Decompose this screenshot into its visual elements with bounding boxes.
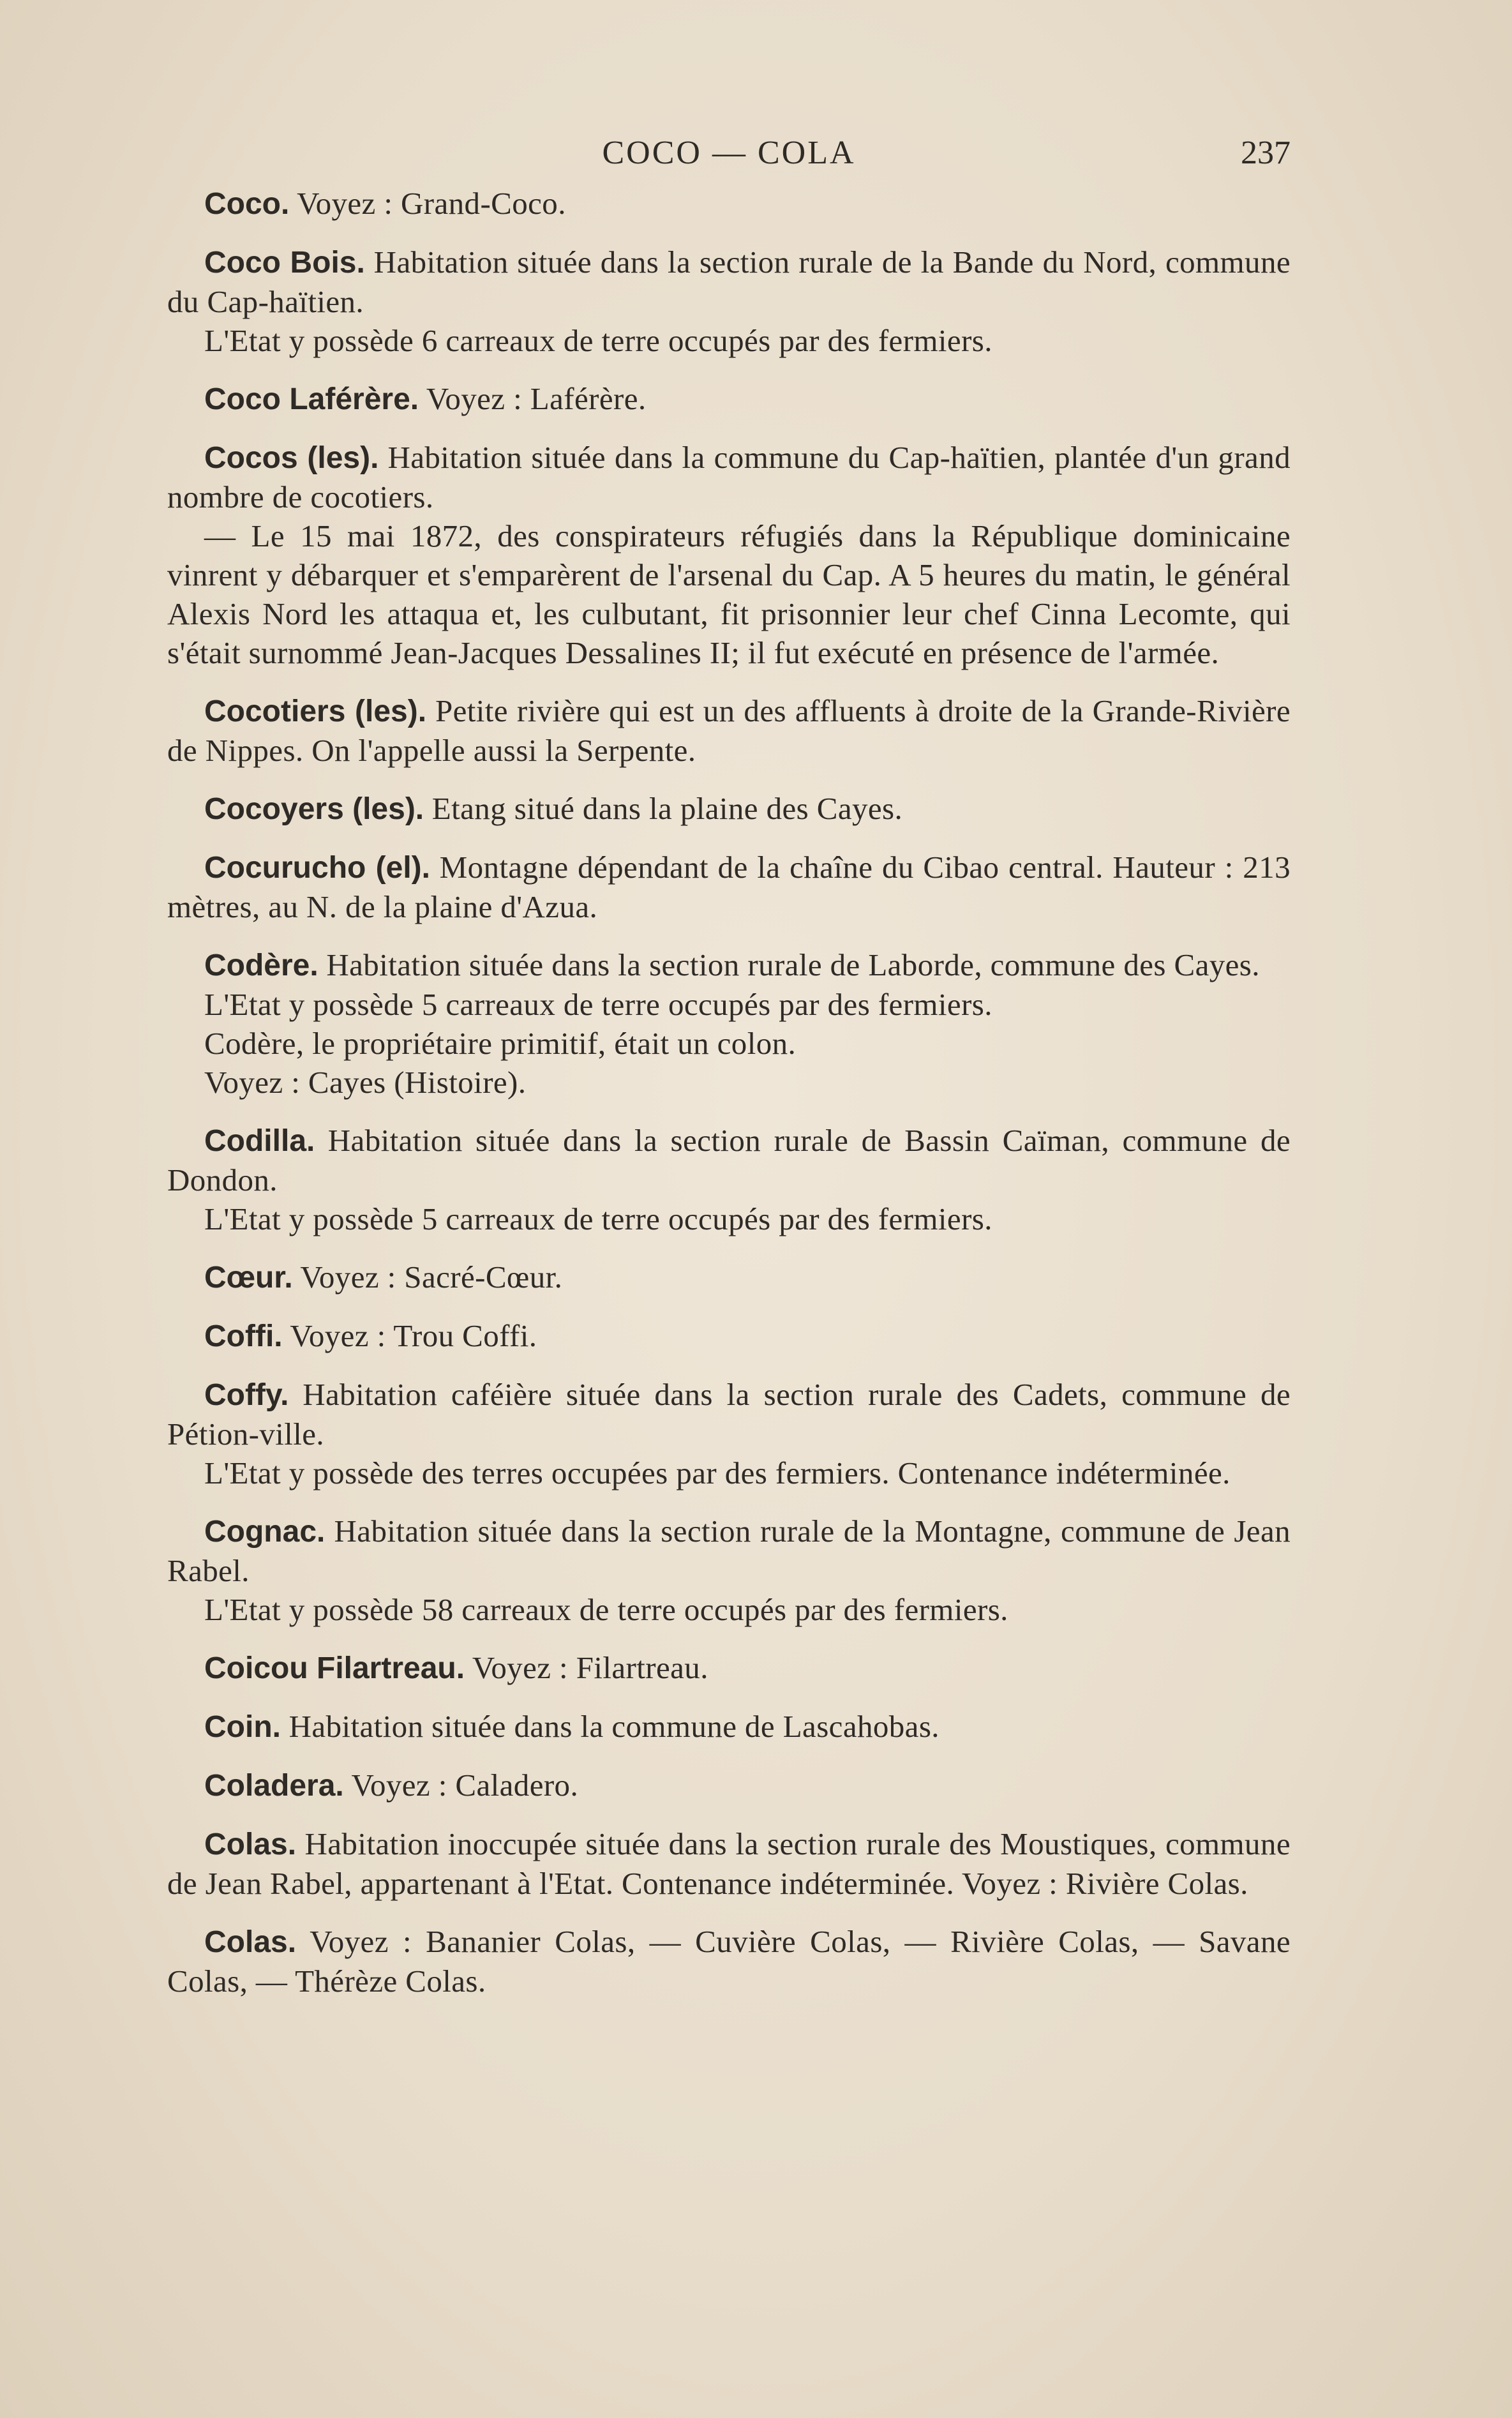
entry-term: Coco. — [204, 187, 290, 221]
dictionary-entry — [167, 848, 1291, 926]
entry-paragraph — [167, 1199, 1291, 1238]
entry-first-paragraph — [167, 945, 1291, 985]
entry-first-paragraph — [167, 1648, 1291, 1688]
entry-first-paragraph — [167, 243, 1291, 321]
running-title: COCO — COLA — [602, 135, 856, 171]
dictionary-entry — [167, 1824, 1291, 1903]
entry-first-paragraph — [167, 1707, 1291, 1746]
dictionary-entry — [167, 184, 1291, 223]
entry-text: L'Etat y possède 58 carreaux de terre occupés par des fermiers. — [204, 1592, 1008, 1627]
dictionary-entry — [167, 438, 1291, 672]
entry-text: Voyez : Grand-Coco. — [297, 186, 566, 221]
page-number: 237 — [1241, 135, 1291, 171]
entry-text: Voyez : Trou Coffi. — [290, 1318, 537, 1353]
entry-term: Coco Laférère. — [204, 382, 419, 416]
dictionary-entry — [167, 1121, 1291, 1238]
entry-first-paragraph — [167, 789, 1291, 829]
entry-term: Codère. — [204, 949, 318, 982]
entry-first-paragraph — [167, 1512, 1291, 1590]
dictionary-entry — [167, 789, 1291, 829]
entry-term: Cognac. — [204, 1515, 326, 1549]
entry-paragraph — [167, 1063, 1291, 1102]
entry-text: L'Etat y possède des terres occupées par des fermiers. Contenance indéterminée. — [204, 1455, 1231, 1491]
dictionary-entry — [167, 691, 1291, 770]
dictionary-entry — [167, 1922, 1291, 2001]
entry-first-paragraph — [167, 184, 1291, 223]
dictionary-entry — [167, 1707, 1291, 1746]
entry-text: Habitation située dans la section rurale de Bassin Caïman, commune de Dondon. — [167, 1123, 1291, 1198]
dictionary-entry — [167, 1766, 1291, 1805]
entry-term: Coffi. — [204, 1319, 283, 1353]
entry-first-paragraph — [167, 1375, 1291, 1453]
entry-text: Habitation caféière située dans la section rurale des Cadets, commune de Pétion-ville. — [167, 1377, 1291, 1452]
entries-list — [167, 184, 1291, 2020]
dictionary-entry — [167, 243, 1291, 360]
entry-text: L'Etat y possède 5 carreaux de terre occupés par des fermiers. — [204, 1201, 992, 1236]
entry-text: Etang situé dans la plaine des Cayes. — [431, 791, 903, 826]
dictionary-entry — [167, 1316, 1291, 1356]
entry-term: Cocurucho (el). — [204, 851, 430, 885]
entry-first-paragraph — [167, 1121, 1291, 1199]
entry-first-paragraph — [167, 1766, 1291, 1805]
entry-paragraph — [167, 1590, 1291, 1629]
entry-term: Codilla. — [204, 1124, 315, 1158]
entry-term: Coco Bois. — [204, 246, 365, 280]
entry-text: Voyez : Laférère. — [426, 381, 647, 416]
entry-paragraph — [167, 985, 1291, 1024]
entry-paragraph — [167, 1024, 1291, 1063]
entry-term: Coffy. — [204, 1378, 289, 1412]
entry-first-paragraph — [167, 438, 1291, 516]
entry-term: Cocotiers (les). — [204, 695, 427, 728]
entry-text: Voyez : Caladero. — [351, 1768, 579, 1803]
entry-first-paragraph — [167, 1824, 1291, 1903]
entry-text: Habitation située dans la section rurale de la Bande du Nord, commune du Cap-haïtien. — [167, 244, 1291, 319]
entry-text: Petite rivière qui est un des affluents à droite de la Grande-Rivière de Nippes. On l'appelle aussi la Serpente. — [167, 693, 1291, 768]
entry-text: Habitation située dans la commune du Cap-haïtien, plantée d'un grand nombre de cocotiers. — [167, 440, 1291, 514]
entry-text: Voyez : Filartreau. — [472, 1650, 708, 1685]
entry-term: Colas. — [204, 1925, 297, 1959]
dictionary-entry — [167, 1258, 1291, 1297]
entry-term: Coicou Filartreau. — [204, 1651, 465, 1685]
entry-term: Colas. — [204, 1828, 297, 1861]
entry-text: Habitation située dans la commune de Lascahobas. — [288, 1709, 939, 1744]
entry-first-paragraph — [167, 1316, 1291, 1356]
entry-term: Cœur. — [204, 1261, 293, 1295]
dictionary-entry — [167, 1512, 1291, 1629]
entry-text: Montagne dépendant de la chaîne du Cibao central. Hauteur : 213 mètres, au N. de la plaine d'Azua. — [167, 850, 1291, 924]
entry-term: Coladera. — [204, 1769, 344, 1803]
entry-term: Coin. — [204, 1710, 281, 1744]
entry-first-paragraph — [167, 848, 1291, 926]
entry-first-paragraph — [167, 1922, 1291, 2001]
entry-text: Habitation située dans la section rurale de la Montagne, commune de Jean Rabel. — [167, 1513, 1291, 1588]
entry-text: L'Etat y possède 5 carreaux de terre occupés par des fermiers. — [204, 987, 992, 1022]
dictionary-entry — [167, 1648, 1291, 1688]
entry-first-paragraph — [167, 691, 1291, 770]
dictionary-entry — [167, 945, 1291, 1102]
entry-text: Codère, le propriétaire primitif, était un colon. — [204, 1026, 797, 1061]
entry-paragraph — [167, 1453, 1291, 1492]
entry-text: Habitation inoccupée située dans la section rurale des Moustiques, commune de Jean Rabel, appartenant à l'Etat. Contenance indéterminée. Voyez : Rivière Colas. — [167, 1826, 1291, 1901]
entry-text: Voyez : Sacré-Cœur. — [300, 1259, 563, 1295]
entry-text: Habitation située dans la section rurale de Laborde, commune des Cayes. — [326, 947, 1260, 982]
entry-first-paragraph — [167, 379, 1291, 419]
entry-text: — Le 15 mai 1872, des conspirateurs réfugiés dans la République dominicaine vinrent y débarquer et s'emparèrent de l'arsenal du Cap. A 5 heures du matin, le général Alexis Nord les attaqua et, les culbutant, fit prisonnier leur chef Cinna Lecomte, qui s'était surnommé Jean-Jacques Dessalines II; il fut exécuté en présence de l'armée. — [167, 518, 1291, 670]
entry-paragraph — [167, 516, 1291, 672]
entry-text: L'Etat y possède 6 carreaux de terre occupés par des fermiers. — [204, 323, 992, 358]
entry-text: Voyez : Bananier Colas, — Cuvière Colas, — Rivière Colas, — Savane Colas, — Thérèze Colas. — [167, 1924, 1291, 1999]
dictionary-entry — [167, 1375, 1291, 1492]
entry-term: Cocoyers (les). — [204, 792, 424, 826]
entry-first-paragraph — [167, 1258, 1291, 1297]
dictionary-entry — [167, 379, 1291, 419]
entry-term: Cocos (les). — [204, 441, 379, 475]
entry-text: Voyez : Cayes (Histoire). — [204, 1065, 527, 1100]
entry-paragraph — [167, 321, 1291, 360]
page-header — [167, 131, 1291, 176]
